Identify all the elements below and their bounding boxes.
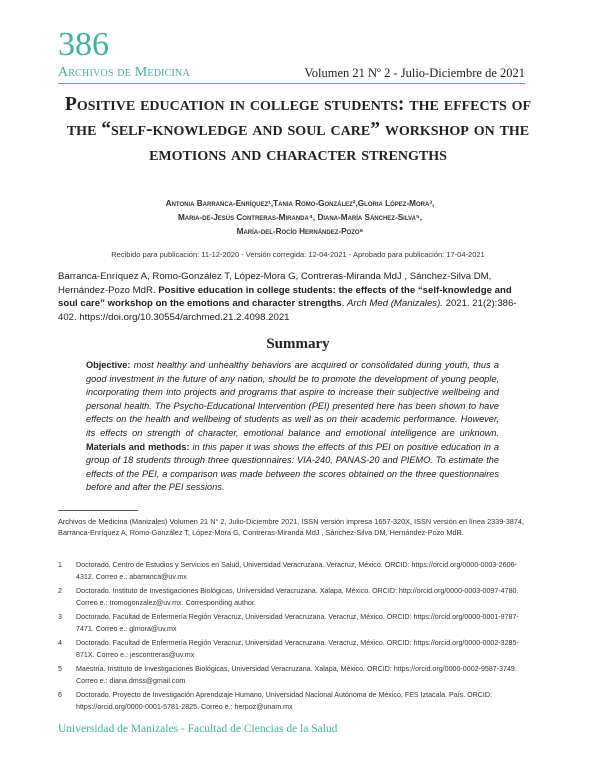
footnote-number: 6 <box>58 691 62 699</box>
citation-authors: Barranca-Enríquez A, Romo-González T, López-Mora G, Contreras-Miranda MdJ , Sánchez-Silva DM, Hernández-Pozo MdR. <box>58 271 492 296</box>
footnote-number: 4 <box>58 639 62 647</box>
author-line: Maria-de-Jesús Contreras-Miranda⁴, Diana-María Sánchez-Silva⁵, <box>177 213 423 222</box>
page-number: 386 <box>58 26 109 63</box>
footnote-text: Doctorado. Instituto de Investigaciones Biológicas, Universidad Veracruzana. Xalapa, México. ORCID: http://orcid.org/0000-0003-0097-4780. Correo e.: tromogonzalez@uv.mx. Corresponding author. <box>76 587 519 607</box>
journal-name: Archivos de Medicina <box>58 65 190 80</box>
footnote <box>58 560 524 583</box>
page-footer: Universidad de Manizales - Facultad de Ciencias de la Salud <box>58 723 338 735</box>
footnote <box>58 612 524 635</box>
objective-text: most healthy and unhealthy behaviors are acquired or consolidated during youth, thus a good investment in the future of any nation, should be to promote the development of young people, incorporating them into projects and programs that aspire to increase their subjective wellbeing and personal health. The Psycho-Educational Intervention (PEI) presented here has been shown to have effects on the health and wellbeing of students as well as on their academic performance. However, its effects on strength of character, emotional balance and emotional intelligence are unknown. <box>86 360 499 438</box>
footnote <box>58 586 524 609</box>
footnote <box>58 690 524 713</box>
author-line: Antonia Barranca-Enríquez¹,Tania Romo-González²,Gloria López-Mora³, <box>165 199 435 208</box>
footnote-text: Doctorado. Proyecto de Investigación Aprendizaje Humano, Universidad Nacional Autónoma de México, FES Iztacala. País. ORCID: https://orcid.org/0000-0001-5781-2825. Correo e.: herpoz@unam.mx <box>76 691 492 711</box>
footnote-text: Doctorado. Centro de Estudios y Servicios en Salud, Universidad Veracruzana. Veracruz, México. ORCID: https://orcid.org/0000-0003-2606-4312. Correo e.: abarranca@uv.mx <box>76 561 517 581</box>
footnote <box>58 664 524 687</box>
header-rule <box>58 83 525 84</box>
footnote-journal-info: Archivos de Medicina (Manizales) Volumen 21 N° 2, Julio-Diciembre 2021, ISSN versión impresa 1657-320X, ISSN versión en línea 2339-3874, Barranca-Enríquez A, Romo-González T, López-Mora G, Contreras-Miranda MdJ , Sánchez-Silva DM, Hernández-Pozo MdR. <box>58 517 524 537</box>
footnote-rule <box>58 510 138 511</box>
article-title: Positive education in college students: the effects of the “self-knowledge and soul care” workshop on the emotions and character strengths <box>64 94 532 165</box>
footnote-number: 1 <box>58 561 62 569</box>
footnote-text: Doctorado. Facultad de Enfermería Región Veracruz, Universidad Veracruzana. Veracruz, México. ORCID: https://orcid.org/0000-0001-9787-7471. Correo e.: glmora@uv.mx <box>76 613 519 633</box>
summary-heading: Summary <box>266 336 330 352</box>
citation-details: 2021. 21(2):386-402. https://doi.org/10.30554/archmed.21.2.4098.2021 <box>58 298 517 323</box>
author-list <box>80 197 520 239</box>
citation-title: Positive education in college students: the effects of the “self-knowledge and soul care” workshop on the emotions and character strengths <box>58 284 512 309</box>
abstract <box>86 359 499 495</box>
received-dates: Recibido para publicación: 11-12-2020 - Versión corregida: 12-04-2021 - Aprobado para publicación: 17-04-2021 <box>111 250 485 259</box>
footnote-number: 2 <box>58 587 62 595</box>
citation-journal: Arch Med (Manizales). <box>346 298 443 309</box>
objective-label: Objective: <box>86 360 131 370</box>
author-line: María-del-Rocío Hernández-Pozo⁶ <box>236 227 364 236</box>
footnote-text: Doctorado. Facultad de Enfermería Región Veracruz, Universidad Veracruzana. Veracruz, México. ORCID: https://orcid.org/0000-0002-3285-871X. Correo e.: jescontreras@uv.mx <box>76 639 519 659</box>
methods-label: Materials and methods: <box>86 441 190 452</box>
volume-info: Volumen 21 Nº 2 - Julio-Diciembre de 2021 <box>304 66 525 80</box>
footnote-number: 5 <box>58 665 62 673</box>
footnote <box>58 638 524 661</box>
methods-text: in this paper it was shows the effects of this PEI on positive education in a group of 18 students through three questionnaires: VIA-240, PANAS-20 and PIEMO. To estimate the effects of the PEI, a comparison was made between the scores obtained on the three questionnaires before and after the PEI sessions. <box>86 441 499 493</box>
footnote-text: Maestría. Instituto de Investigaciones Biológicas, Universidad Veracruzana. Xalapa, México. ORCID: https://orcid.org/0000-0002-9587-3749. Correo e.: diana.dmss@gmail.com <box>76 665 517 685</box>
footnote-number: 3 <box>58 613 62 621</box>
citation: Barranca-Enríquez A, Romo-González T, López-Mora G, Contreras-Miranda MdJ , Sánchez-Silva DM, Hernández-Pozo MdR. Positive education in college students: the effects of the “self-knowledge and soul care” workshop on the emotions and character strengths. Arch Med (Manizales). 2021. 21(2):386-402. https://doi.org/10.30554/archmed.21.2.4098.2021 <box>58 271 517 323</box>
